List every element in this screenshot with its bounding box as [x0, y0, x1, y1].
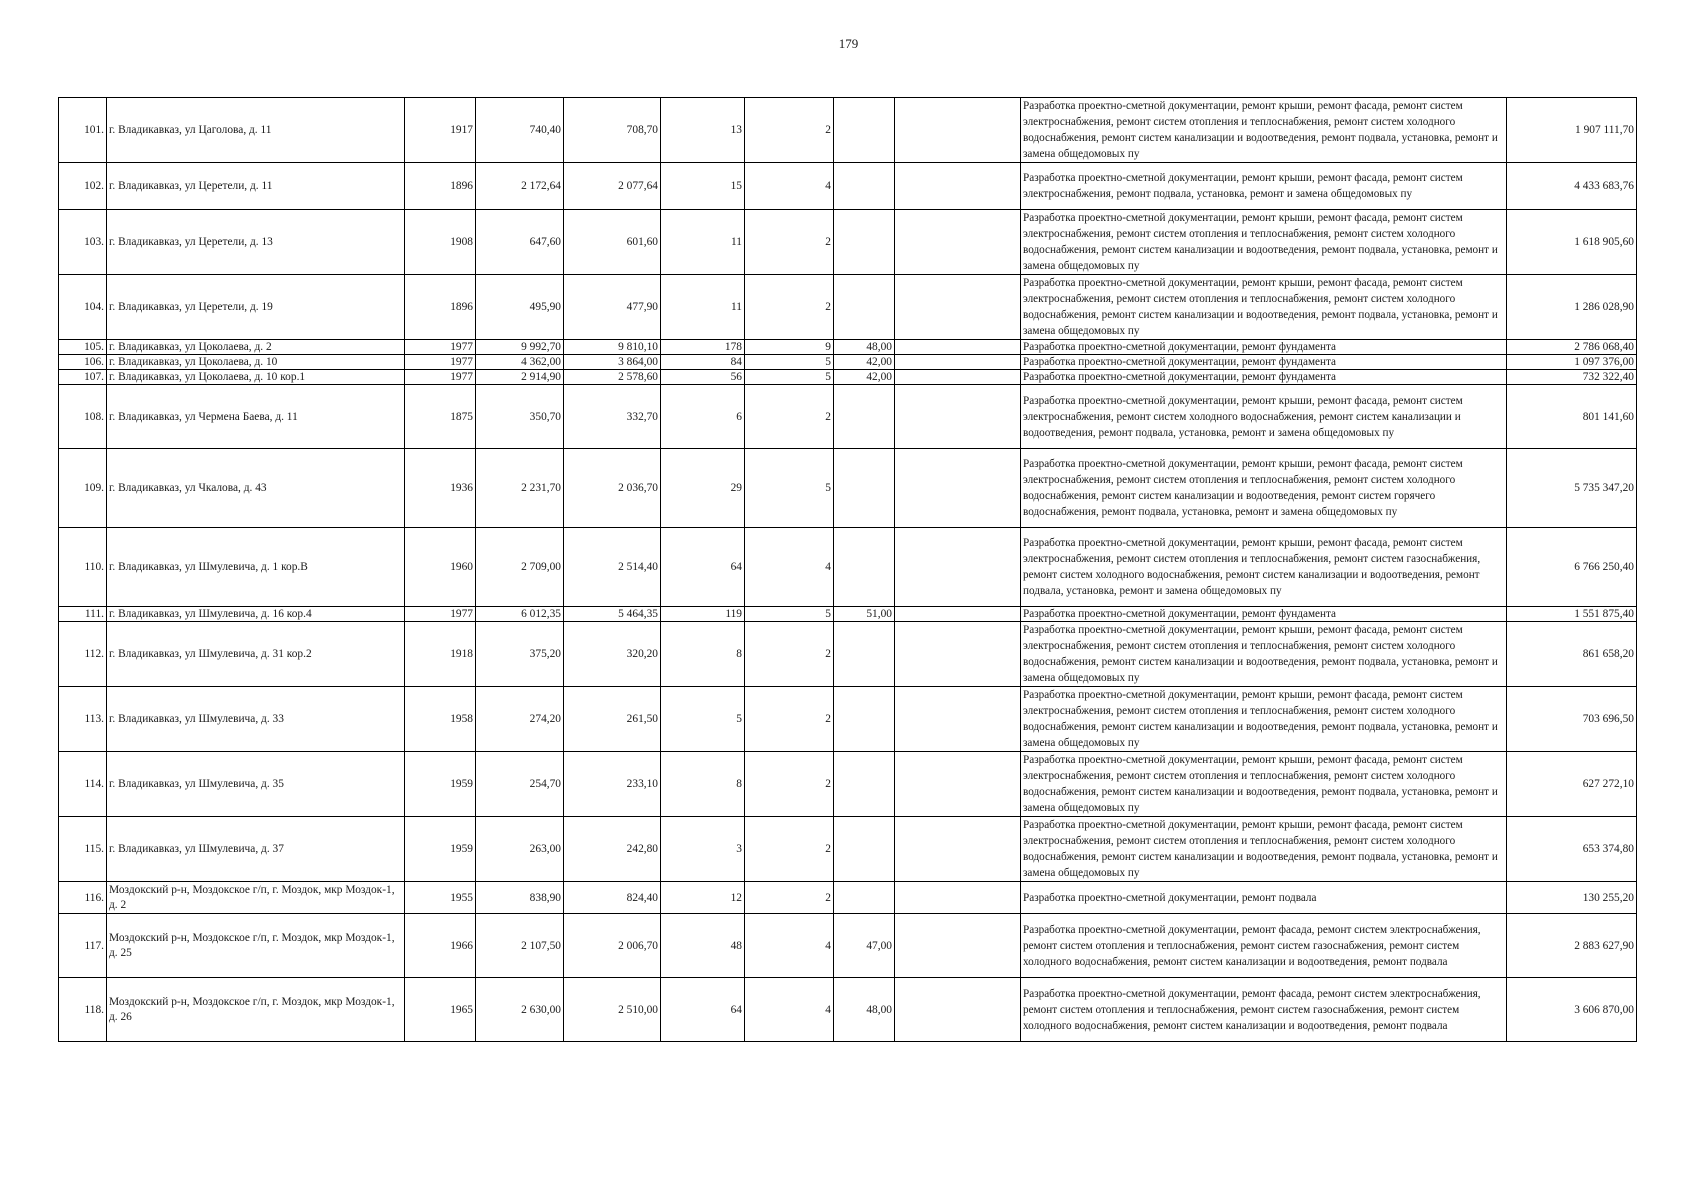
table-row [59, 210, 1637, 275]
row-number: 112. [59, 622, 107, 687]
row-year: 1977 [405, 355, 476, 370]
row-year: 1977 [405, 370, 476, 385]
row-col9 [895, 385, 1021, 449]
row-col9 [895, 370, 1021, 385]
row-number: 101. [59, 98, 107, 163]
row-residents: 119 [661, 607, 745, 622]
row-works: Разработка проектно-сметной документации, ремонт крыши, ремонт фасада, ремонт систем электроснабжения, ремонт систем отопления и теплоснабжения, ремонт систем холодного водоснабжения, ремонт систем канализации и водоотведения, ремонт подвала, установка, ремонт и замена общедомовых пу [1021, 687, 1507, 752]
row-address: г. Владикавказ, ул Цоколаева, д. 10 [107, 355, 405, 370]
row-area-total: 838,90 [476, 882, 564, 914]
row-floors: 4 [745, 978, 834, 1042]
row-residents: 11 [661, 275, 745, 340]
row-area-living: 9 810,10 [564, 340, 661, 355]
row-address: Моздокский р-н, Моздокское г/п, г. Моздок, мкр Моздок-1, д. 25 [107, 914, 405, 978]
row-address: г. Владикавказ, ул Церетели, д. 19 [107, 275, 405, 340]
row-floors: 5 [745, 607, 834, 622]
row-year: 1908 [405, 210, 476, 275]
row-works: Разработка проектно-сметной документации, ремонт крыши, ремонт фасада, ремонт систем электроснабжения, ремонт систем отопления и теплоснабжения, ремонт систем холодного водоснабжения, ремонт систем канализации и водоотведения, ремонт подвала, установка, ремонт и замена общедомовых пу [1021, 210, 1507, 275]
row-floors: 2 [745, 385, 834, 449]
row-number: 102. [59, 163, 107, 210]
table-body [59, 98, 1637, 1042]
row-works: Разработка проектно-сметной документации, ремонт крыши, ремонт фасада, ремонт систем электроснабжения, ремонт систем отопления и теплоснабжения, ремонт систем газоснабжения, ремонт систем холодного водоснабжения, ремонт систем канализации и водоотведения, ремонт подвала, установка, ремонт и замена общедомовых пу [1021, 528, 1507, 607]
row-col8 [834, 882, 895, 914]
row-col8 [834, 385, 895, 449]
row-address: г. Владикавказ, ул Чермена Баева, д. 11 [107, 385, 405, 449]
row-residents: 13 [661, 98, 745, 163]
row-col9 [895, 355, 1021, 370]
table-row [59, 355, 1637, 370]
building-register-table [58, 97, 1637, 1042]
row-year: 1966 [405, 914, 476, 978]
row-cost: 627 272,10 [1507, 752, 1637, 817]
row-year: 1917 [405, 98, 476, 163]
table-row [59, 607, 1637, 622]
row-floors: 5 [745, 449, 834, 528]
row-address: г. Владикавказ, ул Шмулевича, д. 16 кор.4 [107, 607, 405, 622]
row-area-living: 242,80 [564, 817, 661, 882]
row-floors: 4 [745, 163, 834, 210]
row-area-total: 6 012,35 [476, 607, 564, 622]
row-works: Разработка проектно-сметной документации, ремонт фасада, ремонт систем электроснабжения, ремонт систем отопления и теплоснабжения, ремонт систем газоснабжения, ремонт систем холодного водоснабжения, ремонт систем канализации и водоотведения, ремонт подвала [1021, 978, 1507, 1042]
row-floors: 2 [745, 687, 834, 752]
row-col9 [895, 978, 1021, 1042]
row-residents: 12 [661, 882, 745, 914]
row-residents: 29 [661, 449, 745, 528]
row-address: г. Владикавказ, ул Шмулевича, д. 33 [107, 687, 405, 752]
row-number: 104. [59, 275, 107, 340]
row-col8 [834, 210, 895, 275]
table-row [59, 687, 1637, 752]
row-cost: 653 374,80 [1507, 817, 1637, 882]
row-year: 1977 [405, 607, 476, 622]
page-number: 179 [838, 36, 859, 51]
row-year: 1977 [405, 340, 476, 355]
table-row [59, 98, 1637, 163]
row-residents: 8 [661, 622, 745, 687]
row-col8 [834, 98, 895, 163]
row-area-living: 5 464,35 [564, 607, 661, 622]
row-floors: 4 [745, 914, 834, 978]
row-cost: 732 322,40 [1507, 370, 1637, 385]
row-col8 [834, 687, 895, 752]
row-residents: 178 [661, 340, 745, 355]
row-area-living: 2 077,64 [564, 163, 661, 210]
row-works: Разработка проектно-сметной документации, ремонт фундамента [1021, 340, 1507, 355]
row-floors: 5 [745, 370, 834, 385]
row-number: 109. [59, 449, 107, 528]
row-col8 [834, 528, 895, 607]
row-works: Разработка проектно-сметной документации, ремонт крыши, ремонт фасада, ремонт систем электроснабжения, ремонт систем отопления и теплоснабжения, ремонт систем холодного водоснабжения, ремонт систем канализации и водоотведения, ремонт подвала, установка, ремонт и замена общедомовых пу [1021, 752, 1507, 817]
row-area-total: 375,20 [476, 622, 564, 687]
row-address: Моздокский р-н, Моздокское г/п, г. Моздок, мкр Моздок-1, д. 26 [107, 978, 405, 1042]
row-area-total: 2 231,70 [476, 449, 564, 528]
row-area-living: 2 514,40 [564, 528, 661, 607]
row-cost: 861 658,20 [1507, 622, 1637, 687]
row-number: 105. [59, 340, 107, 355]
row-residents: 5 [661, 687, 745, 752]
row-area-total: 2 914,90 [476, 370, 564, 385]
row-floors: 2 [745, 882, 834, 914]
row-floors: 5 [745, 355, 834, 370]
row-cost: 2 883 627,90 [1507, 914, 1637, 978]
row-col9 [895, 340, 1021, 355]
row-number: 110. [59, 528, 107, 607]
row-residents: 64 [661, 978, 745, 1042]
table-row [59, 449, 1637, 528]
row-area-total: 350,70 [476, 385, 564, 449]
row-area-living: 3 864,00 [564, 355, 661, 370]
row-cost: 130 255,20 [1507, 882, 1637, 914]
row-area-total: 274,20 [476, 687, 564, 752]
row-year: 1960 [405, 528, 476, 607]
row-number: 111. [59, 607, 107, 622]
table-row [59, 622, 1637, 687]
row-address: г. Владикавказ, ул Шмулевича, д. 35 [107, 752, 405, 817]
row-address: г. Владикавказ, ул Чкалова, д. 43 [107, 449, 405, 528]
table-row [59, 370, 1637, 385]
row-address: г. Владикавказ, ул Шмулевича, д. 1 кор.В [107, 528, 405, 607]
table-row [59, 163, 1637, 210]
row-works: Разработка проектно-сметной документации, ремонт крыши, ремонт фасада, ремонт систем электроснабжения, ремонт систем отопления и теплоснабжения, ремонт систем холодного водоснабжения, ремонт систем канализации и водоотведения, ремонт подвала, установка, ремонт и замена общедомовых пу [1021, 817, 1507, 882]
row-number: 114. [59, 752, 107, 817]
row-cost: 5 735 347,20 [1507, 449, 1637, 528]
row-area-living: 320,20 [564, 622, 661, 687]
row-area-living: 477,90 [564, 275, 661, 340]
table-row [59, 752, 1637, 817]
row-number: 115. [59, 817, 107, 882]
row-cost: 1 551 875,40 [1507, 607, 1637, 622]
row-works: Разработка проектно-сметной документации, ремонт подвала [1021, 882, 1507, 914]
row-number: 108. [59, 385, 107, 449]
row-floors: 2 [745, 210, 834, 275]
row-col9 [895, 607, 1021, 622]
row-cost: 1 097 376,00 [1507, 355, 1637, 370]
row-number: 117. [59, 914, 107, 978]
table-row [59, 817, 1637, 882]
row-area-living: 2 578,60 [564, 370, 661, 385]
row-col8: 42,00 [834, 355, 895, 370]
row-col9 [895, 882, 1021, 914]
row-col9 [895, 687, 1021, 752]
row-works: Разработка проектно-сметной документации, ремонт фундамента [1021, 355, 1507, 370]
row-area-total: 495,90 [476, 275, 564, 340]
row-residents: 56 [661, 370, 745, 385]
table-row [59, 978, 1637, 1042]
row-col8 [834, 622, 895, 687]
row-floors: 2 [745, 275, 834, 340]
row-works: Разработка проектно-сметной документации, ремонт крыши, ремонт фасада, ремонт систем электроснабжения, ремонт систем отопления и теплоснабжения, ремонт систем холодного водоснабжения, ремонт систем канализации и водоотведения, ремонт подвала, установка, ремонт и замена общедомовых пу [1021, 275, 1507, 340]
row-floors: 9 [745, 340, 834, 355]
row-area-living: 2 036,70 [564, 449, 661, 528]
row-area-total: 254,70 [476, 752, 564, 817]
row-col8 [834, 275, 895, 340]
row-cost: 6 766 250,40 [1507, 528, 1637, 607]
row-year: 1958 [405, 687, 476, 752]
row-residents: 84 [661, 355, 745, 370]
row-address: г. Владикавказ, ул Шмулевича, д. 37 [107, 817, 405, 882]
row-col8 [834, 163, 895, 210]
table-row [59, 340, 1637, 355]
row-area-total: 2 630,00 [476, 978, 564, 1042]
row-year: 1918 [405, 622, 476, 687]
row-number: 118. [59, 978, 107, 1042]
row-number: 116. [59, 882, 107, 914]
row-col9 [895, 210, 1021, 275]
row-area-living: 2 006,70 [564, 914, 661, 978]
row-address: г. Владикавказ, ул Цаголова, д. 11 [107, 98, 405, 163]
row-col8: 51,00 [834, 607, 895, 622]
row-number: 106. [59, 355, 107, 370]
row-area-living: 261,50 [564, 687, 661, 752]
row-col8: 48,00 [834, 978, 895, 1042]
row-col9 [895, 98, 1021, 163]
row-area-living: 2 510,00 [564, 978, 661, 1042]
row-area-total: 4 362,00 [476, 355, 564, 370]
row-col8 [834, 752, 895, 817]
row-residents: 15 [661, 163, 745, 210]
row-works: Разработка проектно-сметной документации, ремонт крыши, ремонт фасада, ремонт систем электроснабжения, ремонт систем отопления и теплоснабжения, ремонт систем холодного водоснабжения, ремонт систем канализации и водоотведения, ремонт подвала, установка, ремонт и замена общедомовых пу [1021, 622, 1507, 687]
row-area-total: 9 992,70 [476, 340, 564, 355]
row-col9 [895, 528, 1021, 607]
row-col9 [895, 914, 1021, 978]
row-year: 1955 [405, 882, 476, 914]
row-cost: 1 907 111,70 [1507, 98, 1637, 163]
row-address: г. Владикавказ, ул Шмулевича, д. 31 кор.2 [107, 622, 405, 687]
row-area-living: 708,70 [564, 98, 661, 163]
row-works: Разработка проектно-сметной документации, ремонт крыши, ремонт фасада, ремонт систем электроснабжения, ремонт систем отопления и теплоснабжения, ремонт систем холодного водоснабжения, ремонт систем канализации и водоотведения, ремонт подвала, установка, ремонт и замена общедомовых пу [1021, 98, 1507, 163]
table-row [59, 275, 1637, 340]
row-col9 [895, 449, 1021, 528]
row-works: Разработка проектно-сметной документации, ремонт фасада, ремонт систем электроснабжения, ремонт систем отопления и теплоснабжения, ремонт систем газоснабжения, ремонт систем холодного водоснабжения, ремонт систем канализации и водоотведения, ремонт подвала [1021, 914, 1507, 978]
row-address: г. Владикавказ, ул Цоколаева, д. 10 кор.1 [107, 370, 405, 385]
row-floors: 2 [745, 98, 834, 163]
row-year: 1965 [405, 978, 476, 1042]
row-col9 [895, 275, 1021, 340]
table-row [59, 882, 1637, 914]
row-year: 1875 [405, 385, 476, 449]
row-area-total: 647,60 [476, 210, 564, 275]
row-col9 [895, 163, 1021, 210]
row-number: 107. [59, 370, 107, 385]
row-cost: 3 606 870,00 [1507, 978, 1637, 1042]
row-col8 [834, 449, 895, 528]
row-area-total: 263,00 [476, 817, 564, 882]
row-col8: 42,00 [834, 370, 895, 385]
row-area-living: 332,70 [564, 385, 661, 449]
row-col9 [895, 817, 1021, 882]
table-row [59, 385, 1637, 449]
row-col8 [834, 817, 895, 882]
row-area-total: 2 709,00 [476, 528, 564, 607]
row-works: Разработка проектно-сметной документации, ремонт фундамента [1021, 370, 1507, 385]
row-year: 1959 [405, 752, 476, 817]
row-cost: 1 286 028,90 [1507, 275, 1637, 340]
row-residents: 8 [661, 752, 745, 817]
row-residents: 11 [661, 210, 745, 275]
row-residents: 6 [661, 385, 745, 449]
row-residents: 48 [661, 914, 745, 978]
row-area-living: 824,40 [564, 882, 661, 914]
row-floors: 2 [745, 752, 834, 817]
row-col8: 48,00 [834, 340, 895, 355]
row-number: 103. [59, 210, 107, 275]
row-year: 1959 [405, 817, 476, 882]
row-works: Разработка проектно-сметной документации, ремонт фундамента [1021, 607, 1507, 622]
row-cost: 801 141,60 [1507, 385, 1637, 449]
row-address: г. Владикавказ, ул Церетели, д. 11 [107, 163, 405, 210]
row-cost: 4 433 683,76 [1507, 163, 1637, 210]
row-area-living: 601,60 [564, 210, 661, 275]
row-cost: 2 786 068,40 [1507, 340, 1637, 355]
row-number: 113. [59, 687, 107, 752]
row-floors: 4 [745, 528, 834, 607]
row-works: Разработка проектно-сметной документации, ремонт крыши, ремонт фасада, ремонт систем электроснабжения, ремонт систем отопления и теплоснабжения, ремонт систем холодного водоснабжения, ремонт систем канализации и водоотведения, ремонт систем горячего водоснабжения, ремонт подвала, установка, ремонт и замена общедомовых пу [1021, 449, 1507, 528]
row-address: Моздокский р-н, Моздокское г/п, г. Моздок, мкр Моздок-1, д. 2 [107, 882, 405, 914]
row-residents: 3 [661, 817, 745, 882]
row-year: 1896 [405, 275, 476, 340]
row-area-living: 233,10 [564, 752, 661, 817]
row-year: 1896 [405, 163, 476, 210]
row-area-total: 2 172,64 [476, 163, 564, 210]
row-works: Разработка проектно-сметной документации, ремонт крыши, ремонт фасада, ремонт систем электроснабжения, ремонт подвала, установка, ремонт и замена общедомовых пу [1021, 163, 1507, 210]
row-area-total: 2 107,50 [476, 914, 564, 978]
row-col9 [895, 622, 1021, 687]
row-cost: 703 696,50 [1507, 687, 1637, 752]
row-works: Разработка проектно-сметной документации, ремонт крыши, ремонт фасада, ремонт систем электроснабжения, ремонт систем холодного водоснабжения, ремонт систем канализации и водоотведения, ремонт подвала, установка, ремонт и замена общедомовых пу [1021, 385, 1507, 449]
row-floors: 2 [745, 817, 834, 882]
row-year: 1936 [405, 449, 476, 528]
row-floors: 2 [745, 622, 834, 687]
row-col8: 47,00 [834, 914, 895, 978]
row-address: г. Владикавказ, ул Церетели, д. 13 [107, 210, 405, 275]
row-cost: 1 618 905,60 [1507, 210, 1637, 275]
row-col9 [895, 752, 1021, 817]
table-row [59, 528, 1637, 607]
row-address: г. Владикавказ, ул Цоколаева, д. 2 [107, 340, 405, 355]
row-area-total: 740,40 [476, 98, 564, 163]
table-row [59, 914, 1637, 978]
row-residents: 64 [661, 528, 745, 607]
